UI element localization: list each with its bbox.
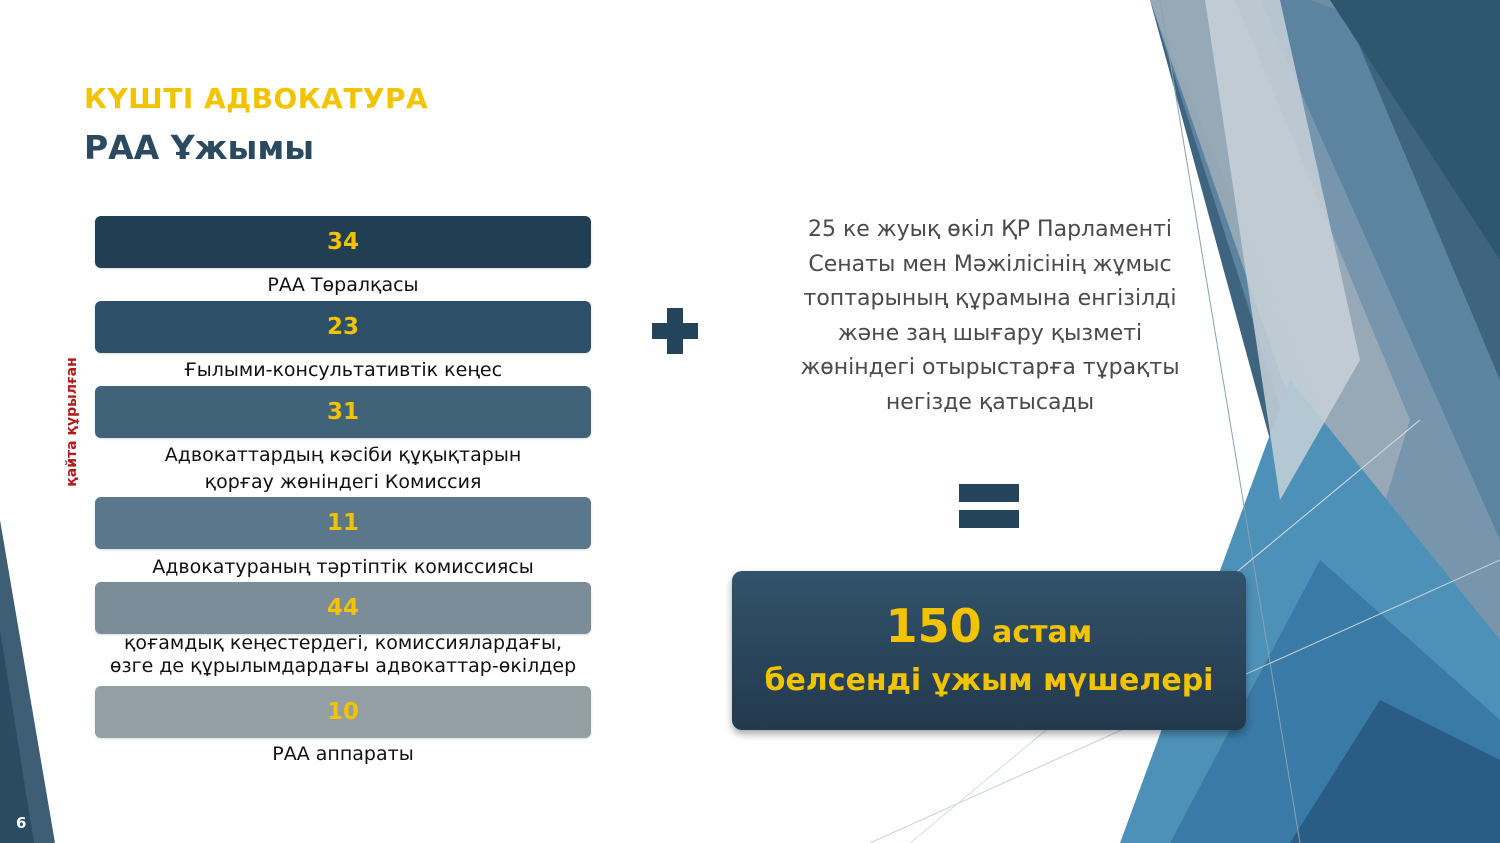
bar-label-line: Ғылыми-консультативтік кеңес [183,359,503,381]
equals-icon-bottom [959,510,1019,528]
slide-subtitle: РАА Ұжымы [84,128,315,167]
bar-label [95,272,591,298]
bar-label [95,632,591,678]
bar-label-line: қорғау жөніндегі Комиссия [204,471,482,493]
bar-value: 31 [95,386,591,438]
description-line: жөніндегі отырыстарға тұрақты [800,355,1180,380]
description-line: негізде қатысады [885,389,1095,415]
bar-value: 23 [95,301,591,353]
parliament-description [772,213,1208,420]
result-number: 150 [885,599,982,653]
side-label: қайта құрылған [64,357,80,487]
bar-label-line: қоғамдық кеңестердегі, комиссиялардағы, [123,632,563,654]
result-suffix: астам [992,615,1093,650]
plus-icon-vertical [667,308,683,354]
bar-value: 10 [95,686,591,738]
bar-label [95,442,591,496]
result-line-2: белсенді ұжым мүшелері [764,663,1214,698]
bar-value: 11 [95,497,591,549]
bar-label-line: РАА Төралқасы [267,274,419,296]
description-line: 25 ке жуық өкіл ҚР Парламенті [807,217,1173,242]
bar-label-line: РАА аппараты [272,743,414,765]
page-number: 6 [16,814,27,832]
equals-icon-top [959,484,1019,502]
description-line: және заң шығару қызметі [837,320,1143,346]
description-line: топтарының құрамына енгізілді [803,286,1177,311]
bar-label [95,741,591,767]
bar-value: 34 [95,216,591,268]
result-line-1 [732,599,1246,653]
bar-label-line: Адвокатураның тәртіптік комиссиясы [152,556,534,578]
description-line: Сенаты мен Мәжілісінің жұмыс [808,251,1172,277]
bar-label-line: өзге де құрылымдардағы адвокаттар-өкілдер [109,655,577,677]
bar-label [95,357,591,383]
bar-label [95,554,591,580]
equals-icon [959,484,1019,530]
bar-value: 44 [95,582,591,634]
bar-label-line: Адвокаттардың кәсіби құқықтарын [164,444,522,466]
slide-title: КҮШТІ АДВОКАТУРА [84,82,429,115]
result-box [732,571,1246,730]
plus-icon [652,308,698,354]
